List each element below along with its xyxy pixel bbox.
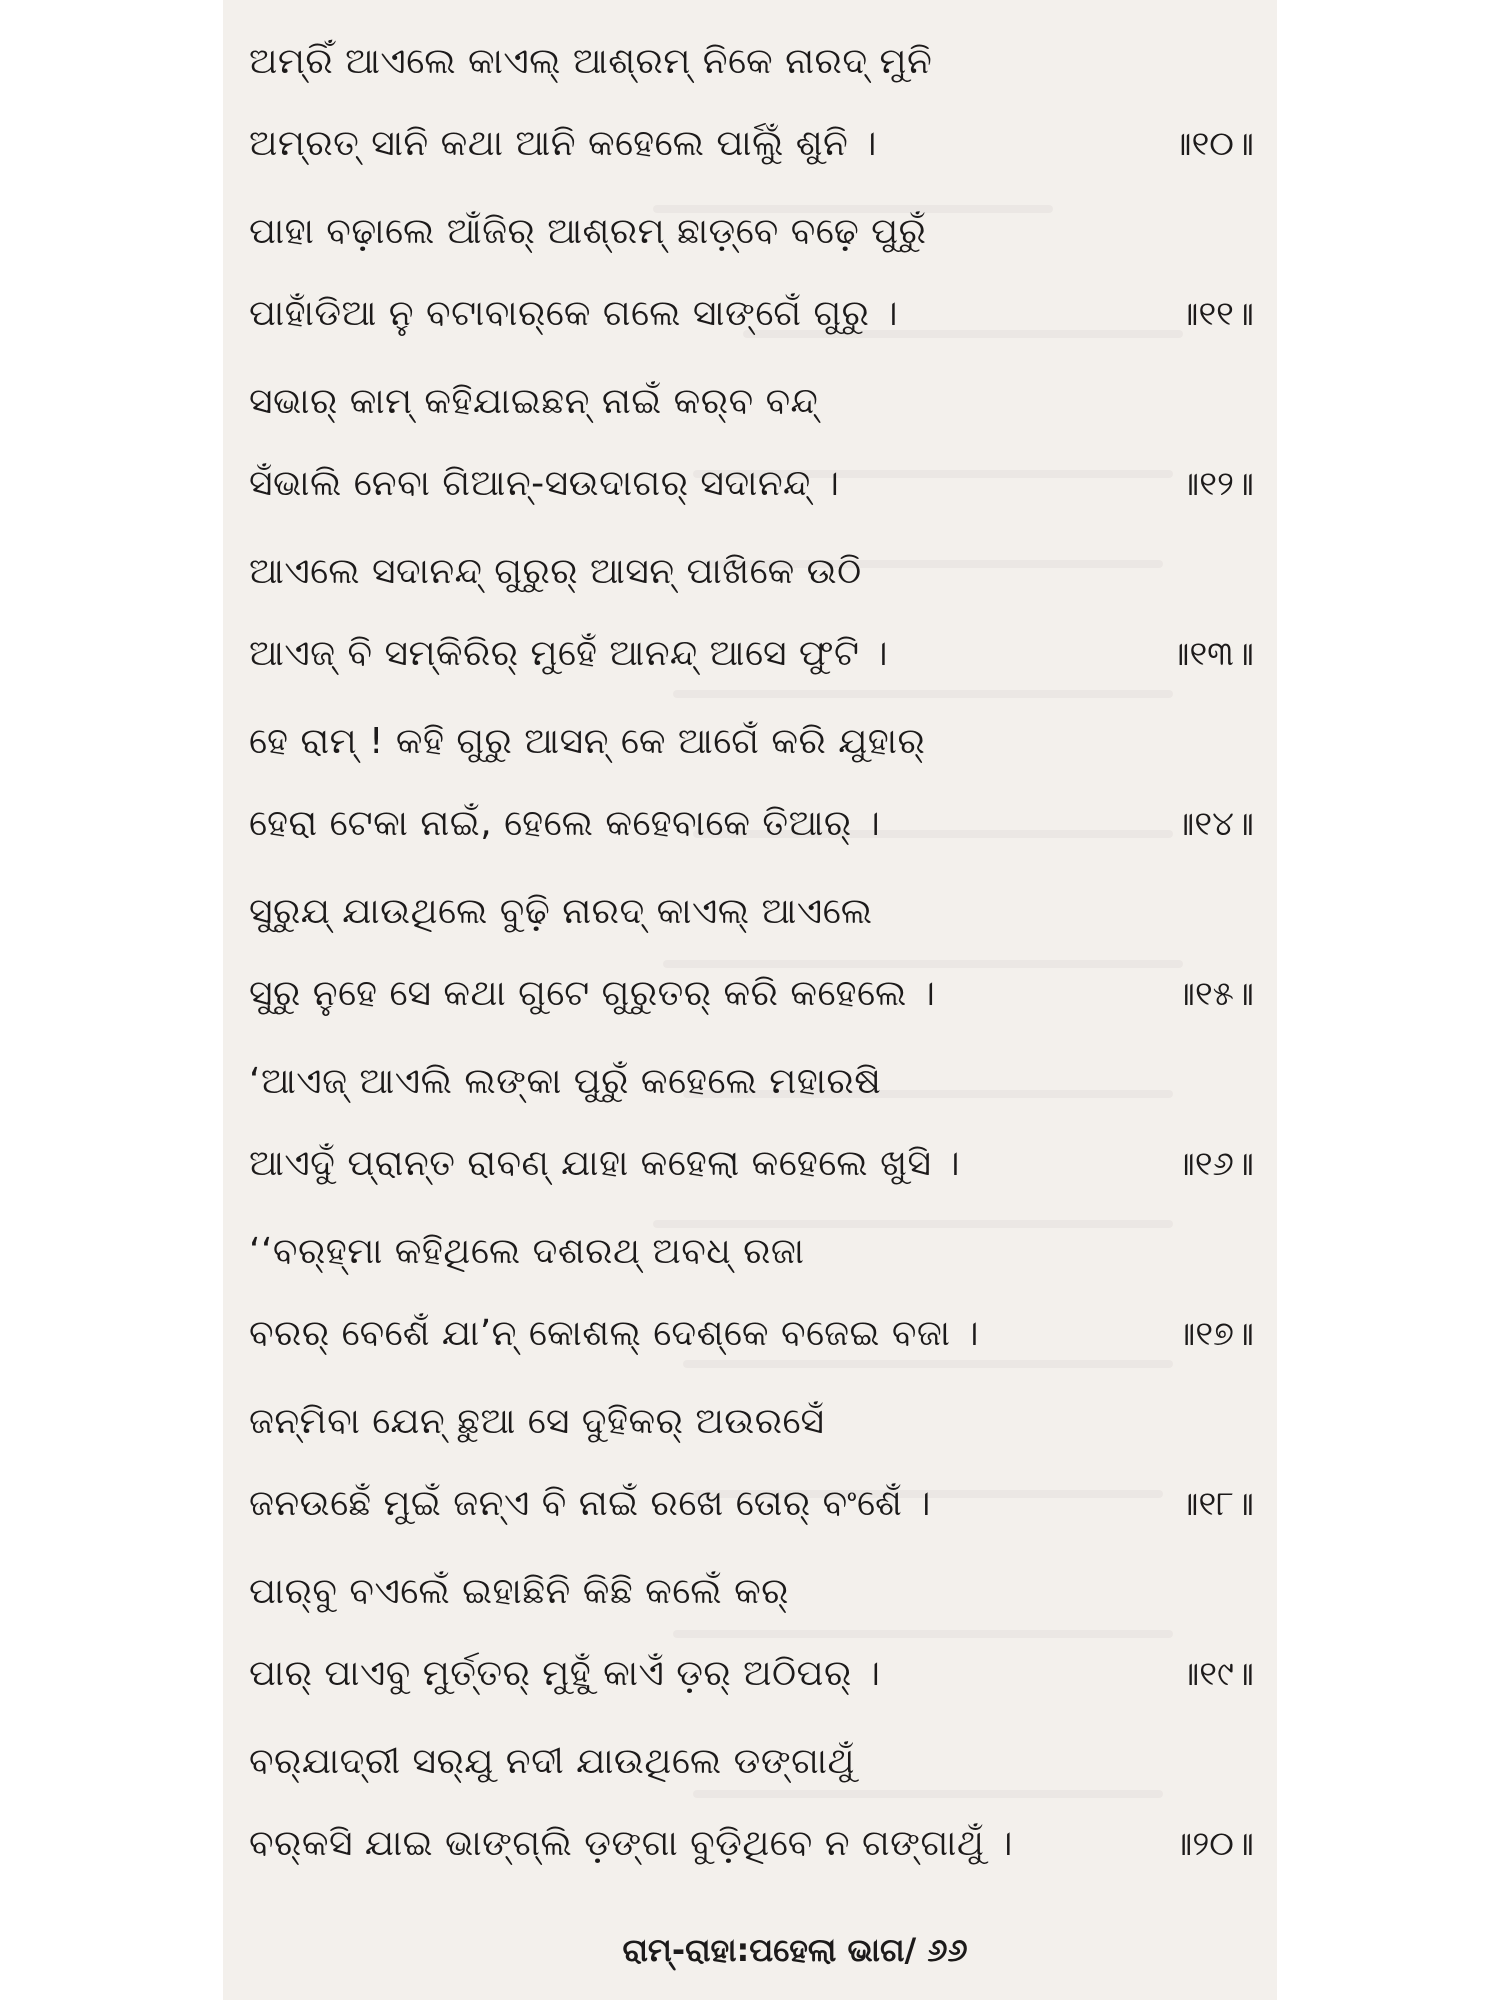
verse-line: ସୁରୁ ନୁହେ ସେ କଥା ଗୁଟେ ଗୁରୁତର୍ କରି କହେଲେ ।	[249, 973, 936, 1014]
verse-number: ॥୧୮॥	[1178, 1484, 1254, 1524]
stanza	[249, 208, 1254, 378]
verse-number: ॥୧୭॥	[1175, 1314, 1254, 1354]
verse-number: ॥୧୦॥	[1171, 124, 1254, 164]
verse-list	[249, 38, 1254, 1908]
stanza	[249, 1568, 1254, 1738]
verse-line: ବର୍‌ଯାଦ୍‌ରୀ ସର୍‌ଯୁ ନଦୀ ଯାଉଥିଲେ ଡଙ୍ଗାଥୁଁ	[249, 1741, 855, 1782]
verse-number: ॥୧୬॥	[1174, 1144, 1254, 1184]
verse-line: ଜନ୍‌ମିବା ଯେନ୍ ଛୁଆ ସେ ଦୁହିକର୍ ଅଉରସେଁ	[249, 1401, 825, 1442]
verse-line: ପାର୍‌ବୁ ବଏଲେଁ ଇହାଛିନି କିଛି କଲେଁ କର୍	[249, 1571, 789, 1612]
stanza	[249, 888, 1254, 1058]
verse-line: ହେ ରାମ୍ ! କହି ଗୁରୁ ଆସନ୍ କେ ଆଗେଁ କରି ଯୁହାର୍	[249, 721, 926, 762]
verse-number: ॥୧୧॥	[1178, 294, 1254, 334]
stanza	[249, 1738, 1254, 1908]
stanza	[249, 38, 1254, 208]
book-page	[223, 0, 1277, 2000]
stanza	[249, 1398, 1254, 1568]
stanza	[249, 1058, 1254, 1228]
verse-line: ପାହା ବଢ଼ାଲେ ଆଁଜିର୍ ଆଶ୍ରମ୍ ଛାଡ଼୍‌ବେ ବଢ଼େ ପୁରୁଁ	[249, 211, 927, 252]
verse-number: ॥୧୫॥	[1174, 974, 1254, 1014]
verse-line: ସଁଭାଲି ନେବା ଗିଆନ୍-ସଉଦାଗର୍ ସଦାନନ୍ଦ୍ ।	[249, 463, 840, 504]
verse-line: ପାର୍ ପାଏବୁ ମୁର୍ତ୍ତର୍ ମୁହୁଁ କାଏଁ ଡ଼ର୍ ଅଠିପର୍ ।	[249, 1653, 881, 1694]
verse-number: ॥୧୯॥	[1179, 1654, 1254, 1694]
verse-line: ସୁରୁଯ୍ ଯାଉଥିଲେ ବୁଢ଼ି ନାରଦ୍ କାଏଲ୍ ଆଏଲେ	[249, 891, 873, 932]
verse-line: ବର୍‌କସି ଯାଇ ଭାଙ୍ଗ୍‌ଲି ଡ଼ଙ୍ଗା ବୁଡ଼ିଥିବେ ନ ଗଙ୍ଗାଥୁଁ ।	[249, 1823, 1013, 1864]
verse-line: ‘ଆଏଜ୍ ଆଏଲି ଲଙ୍କା ପୁରୁଁ କହେଲେ ମହାରଷି	[249, 1061, 882, 1102]
verse-number: ॥୨୦॥	[1172, 1824, 1254, 1864]
verse-line: ‘‘ବର୍‌ହ୍ମା କହିଥିଲେ ଦଶରଥ୍ ଅବଧ୍ ରଜା	[249, 1231, 805, 1272]
page-footer: ରାମ୍-ରାହା:ପହେଲା ଭାଗ/ ୬୬	[622, 1931, 968, 1969]
verse-line: ହେରା ଟେକା ନାଇଁ, ହେଲେ କହେବାକେ ତିଆର୍ ।	[249, 803, 881, 844]
verse-line: ବରର୍ ବେଶେଁ ଯା’ନ୍ କୋଶଲ୍ ଦେଶ୍‌କେ ବଜେଇ ବଜା ।	[249, 1313, 980, 1354]
verse-line: ପାହାଁଡିଆ ନୁ ବଟାବାର୍‌କେ ଗଲେ ସାଙ୍ଗେଁ ଗୁରୁ ।	[249, 293, 899, 334]
verse-line: ଆଏଜ୍ ବି ସମ୍‌କିରିର୍ ମୁହେଁ ଆନନ୍ଦ୍ ଆସେ ଫୁଟି ।	[249, 633, 889, 674]
verse-number: ॥୧୪॥	[1174, 804, 1254, 844]
verse-line: ଅମ୍ରିଁ ଆଏଲେ କାଏଲ୍ ଆଶ୍ରମ୍ ନିକେ ନାରଦ୍ ମୁନି	[249, 41, 933, 82]
verse-line: ଜନଉଛେଁ ମୁଇଁ ଜନ୍ଏ ବି ନାଇଁ ରଖେ ତୋର୍ ବଂଶେଁ ।	[249, 1483, 931, 1524]
verse-number: ॥୧୨॥	[1179, 464, 1254, 504]
verse-line: ଅମ୍ରତ୍ ସାନି କଥା ଆନି କହେଲେ ପାର୍ଲୁଁ ଶୁନି ।	[249, 123, 877, 164]
verse-line: ଆଏଦୁଁ ପ୍ରାନ୍ତ ରାବଣ୍ ଯାହା କହେଲା କହେଲେ ଖୁସି ।	[249, 1143, 961, 1184]
stanza	[249, 1228, 1254, 1398]
stanza	[249, 548, 1254, 718]
stanza	[249, 378, 1254, 548]
verse-line: ସଭାର୍ କାମ୍ କହିଯାଇଛନ୍ ନାଇଁ କର୍‌ବ ବନ୍ଦ୍	[249, 381, 819, 422]
verse-number: ॥୧୩॥	[1169, 634, 1254, 674]
verse-line: ଆଏଲେ ସଦାନନ୍ଦ୍ ଗୁରୁର୍ ଆସନ୍ ପାଖିକେ ଉଠି	[249, 551, 862, 592]
stanza	[249, 718, 1254, 888]
